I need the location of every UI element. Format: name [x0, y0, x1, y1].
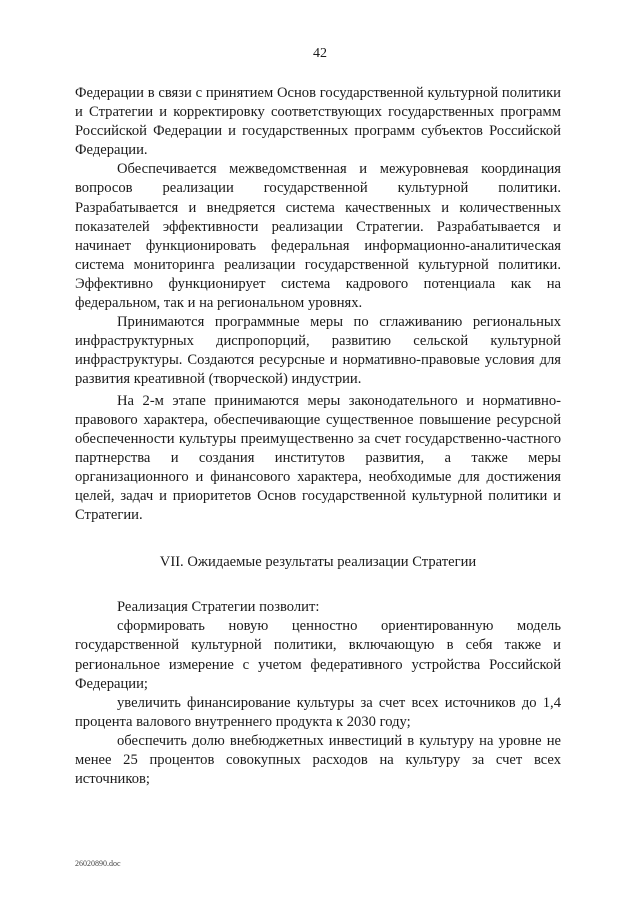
paragraph-regional-measures: Принимаются программные меры по сглаживанию региональных инфраструктурных диспропорций, развитию сельской культурной инфраструктуры. Создаются ресурсные и нормативно-правовые условия для развития креативной (творческой) индустрии. [75, 314, 561, 388]
document-body [75, 84, 561, 789]
paragraph-stage-2: На 2-м этапе принимаются меры законодательного и нормативно-правового характера, обеспечивающие существенное повышение ресурсной обеспеченности культуры преимущественно за счет государственно-частного партнерства и создания институтов развития, а также меры организационного и финансового характера, необходимые для достижения целей, задач и приоритетов Основ государственной культурной политики и Стратегии. [75, 392, 561, 524]
list-item-model: сформировать новую ценностно ориентированную модель государственной культурной политики, включающую в себя также и региональное измерение с учетом федеративного устройства Российской Федерации; [75, 618, 561, 692]
footer-filename: 26020890.doc [75, 859, 121, 868]
paragraph-continuation: Федерации в связи с принятием Основ государственной культурной политики и Стратегии и корректировку соответствующих государственных программ Российской Федерации и государственных программ субъектов Российской Федерации. [75, 85, 561, 159]
page-number: 42 [313, 46, 327, 61]
paragraph-intro: Реализация Стратегии позволит: [117, 599, 320, 616]
section-heading: VII. Ожидаемые результаты реализации Стратегии [159, 554, 477, 571]
list-item-financing: увеличить финансирование культуры за счет всех источников до 1,4 процента валового внутреннего продукта к 2030 году; [75, 694, 561, 730]
list-item-investments: обеспечить долю внебюджетных инвестиций в культуру на уровне не менее 25 процентов совокупных расходов на культуру за счет всех источников; [75, 732, 561, 788]
paragraph-coordination: Обеспечивается межведомственная и межуровневая координация вопросов реализации государственной культурной политики. Разрабатывается и внедряется система качественных и количественных показателей эффективности реализации Стратегии. Разрабатывается и начинает функционировать федеральная информационно-аналитическая система мониторинга реализации государственной культурной политики. Эффективно функционирует система кадрового потенциала как на федеральном, так и на региональном уровнях. [75, 161, 561, 312]
